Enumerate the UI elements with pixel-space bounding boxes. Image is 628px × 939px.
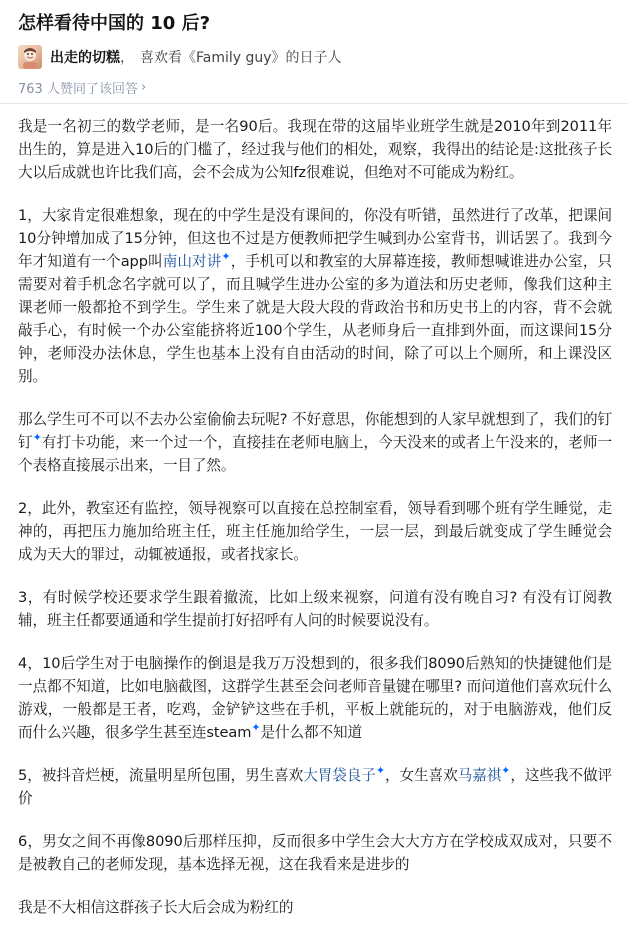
search-spark-icon: ✦ (251, 721, 261, 735)
search-spark-icon: ✦ (375, 764, 385, 778)
answer-text: 5，被抖音烂梗，流量明星所包围，男生喜欢 (18, 767, 304, 784)
keyword-text-steam[interactable]: steam (206, 724, 252, 741)
answer-text: ，手机可以和教室的大屏幕连接，教师想喊谁进办公室，只需要对着手机念名字就可以了，而且喊学生进办公室的多为道法和历史老师，像我们这种主课老师一般都抢不到学生。学生来了就是大段大段的背政治书和历史书上的内容，背不会就敲手心，有时候一个办公室能挤将近100个学生，从老师身后一直排到外面，而这课间15分钟，老师没办法休息，学生也基本上没有自由活动的时间，除了可以上个厕所，和上课没区别。 (18, 253, 612, 385)
avatar-image-icon (18, 45, 42, 69)
answer-paragraph-9: 我是不大相信这群孩子长大后会成为粉红的 (18, 899, 294, 916)
search-spark-icon: ✦ (501, 764, 511, 778)
author-info (18, 44, 342, 70)
answer-text: ，女生喜欢 (384, 767, 458, 784)
chevron-right-icon: › (140, 80, 147, 95)
search-spark-icon: ✦ (221, 250, 231, 264)
keyword-link-dawei[interactable]: 大胃袋良子 (303, 767, 376, 784)
author-bio: 喜欢看《Family guy》的日子人 (140, 50, 342, 66)
answer-paragraph-7 (18, 764, 612, 810)
author-separator: ， (120, 50, 134, 66)
vote-count-text: 763 人赞同了该回答 (18, 82, 138, 97)
vote-summary[interactable] (18, 78, 146, 97)
answer-text: 1，大家肯定很难想象，现在的中学生是没有课间的，你没有听错，虽然进行了改革，把课间10分钟增加成了15分钟，但这也不过是方便教师把学生喊到办公室背书，训话罢了。我到今年才知道有一个app叫 (18, 207, 612, 270)
answer-paragraph-6 (18, 652, 612, 744)
answer-text: 是什么都不知道 (260, 724, 362, 741)
keyword-link-majiaqi[interactable]: 马嘉祺 (457, 767, 502, 784)
answer-content (18, 115, 612, 939)
keyword-link-nanshan[interactable]: 南山对讲 (162, 253, 222, 270)
answer-paragraph-1: 我是一名初三的数学老师，是一名90后。我现在带的这届毕业班学生就是2010年到2011年出生的，算是进入10后的门槛了，经过我与他们的相处，观察，我得出的结论是:这批孩子长大以后成就也许比我们高，会不会成为公知fz很难说，但绝对不可能成为粉红。 (18, 118, 612, 181)
answer-paragraph-5: 3，有时候学校还要求学生跟着撤流，比如上级来视察，问道有没有晚自习? 有没有订阅教辅，班主任都要通通和学生提前打好招呼有人问的时候要说没有。 (18, 589, 612, 629)
answer-paragraph-3 (18, 408, 612, 477)
answer-text: 有打卡功能，来一个过一个，直接挂在老师电脑上，今天没来的或者上午没来的，老师一个表格直接展示出来，一目了然。 (18, 434, 612, 474)
search-spark-icon: ✦ (32, 431, 42, 445)
author-name[interactable]: 出走的切糕 (50, 50, 120, 66)
question-title[interactable]: 怎样看待中国的 10 后? (18, 13, 211, 34)
answer-text: 那么学生可不可以不去办公室偷偷去玩呢? 不好意思，你能想到的人家早就想到了，我们的 (18, 411, 598, 428)
divider (0, 103, 628, 104)
answer-paragraph-8: 6，男女之间不再像8090后那样压抑，反而很多中学生会大大方方在学校成双成对，只要不是被教自己的老师发现，基本选择无视，这在我看来是进步的 (18, 833, 612, 873)
keyword-text-dingding[interactable]: 钉钉 (18, 411, 612, 451)
answer-paragraph-4: 2，此外，教室还有监控，领导视察可以直接在总控制室看，领导看到哪个班有学生睡觉，走神的，再把压力施加给班主任，班主任施加给学生，一层一层，到最后就变成了学生睡觉会成为天大的罪过，动辄被通报，或者找家长。 (18, 500, 612, 563)
answer-paragraph-2 (18, 204, 612, 388)
answer-text: 4，10后学生对于电脑操作的倒退是我万万没想到的，很多我们8090后熟知的快捷键他们是一点都不知道，比如电脑截图，这群学生甚至会问老师音量键在哪里? 而问道他们喜欢玩什么游戏，一般都是王者，吃鸡，金铲铲这些在手机，平板上就能玩的，对于电脑游戏，他们反而什么兴趣，很多学生甚至连 (18, 655, 612, 741)
answer-text: ，这些我不做评价 (18, 767, 612, 807)
author-avatar[interactable] (18, 45, 42, 69)
